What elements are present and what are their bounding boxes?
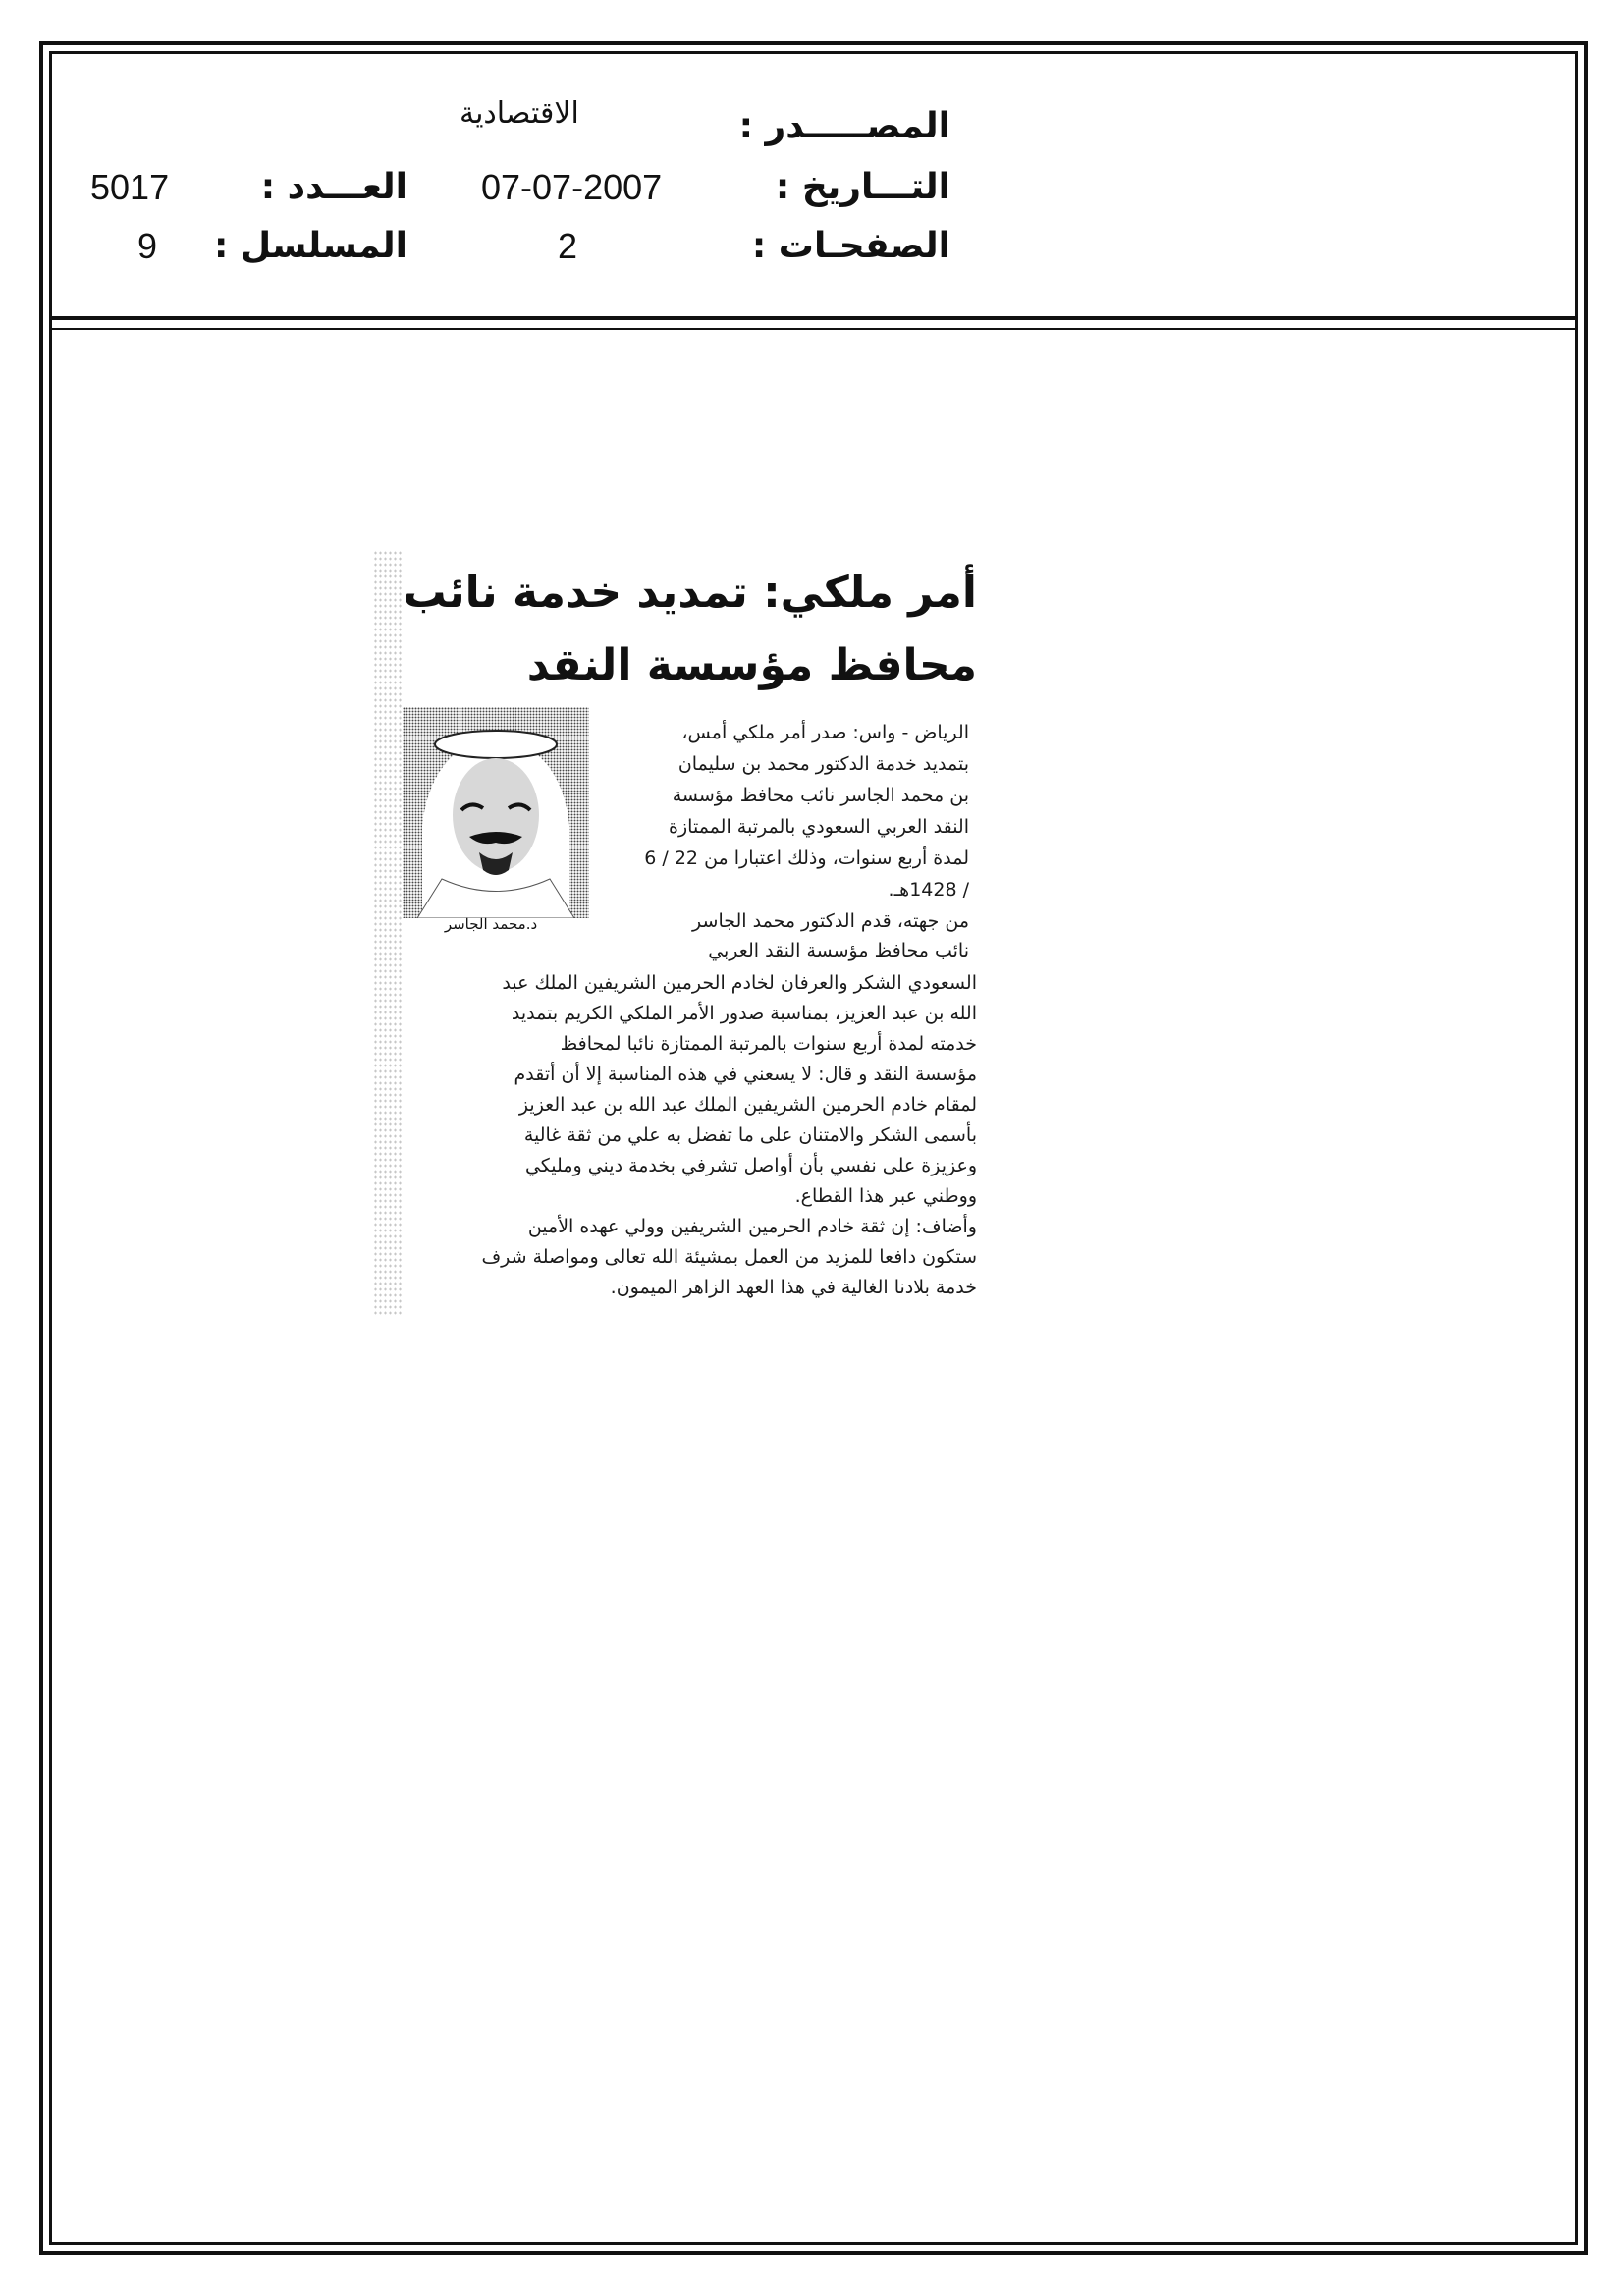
body-line: من جهته، قدم الدكتور محمد الجاسر bbox=[692, 910, 969, 932]
serial-value: 9 bbox=[137, 226, 158, 266]
article-headline-line2: محافظ مؤسسة النقد bbox=[526, 640, 977, 690]
body-line: / 1428هـ. bbox=[888, 879, 969, 901]
body-line: ستكون دافعا للمزيد من العمل بمشيئة الله تعالى ومواصلة شرف bbox=[481, 1246, 977, 1268]
body-line: ووطني عبر هذا القطاع. bbox=[794, 1185, 977, 1207]
body-line: خدمة بلادنا الغالية في هذا العهد الزاهر الميمون. bbox=[610, 1277, 977, 1298]
body-line: خدمته لمدة أربع سنوات بالمرتبة الممتازة نائبا لمحافظ bbox=[560, 1033, 977, 1055]
article-headline-line1: أمر ملكي: تمديد خدمة نائب bbox=[403, 568, 977, 618]
body-line: السعودي الشكر والعرفان لخادم الحرمين الشريفين الملك عبد bbox=[502, 972, 977, 994]
body-line: الرياض - واس: صدر أمر ملكي أمس، bbox=[681, 722, 969, 743]
newspaper-clipping bbox=[373, 550, 987, 1316]
source-label: المصـــــدر : bbox=[738, 106, 950, 146]
body-line: بن محمد الجاسر نائب محافظ مؤسسة bbox=[672, 785, 969, 806]
photo-caption: د.محمد الجاسر bbox=[444, 915, 538, 933]
body-line: بتمديد خدمة الدكتور محمد بن سليمان bbox=[677, 753, 969, 775]
body-line: لمدة أربع سنوات، وذلك اعتبارا من 22 / 6 bbox=[644, 847, 969, 869]
header-divider-thin bbox=[49, 328, 1578, 330]
body-line: لمقام خادم الحرمين الشريفين الملك عبد الله بن عبد العزيز bbox=[518, 1094, 977, 1116]
date-label: التـــاريخ : bbox=[775, 167, 950, 207]
date-value: 07-07-2007 bbox=[481, 167, 663, 207]
issue-value: 5017 bbox=[90, 167, 170, 207]
pages-value: 2 bbox=[558, 226, 578, 266]
issue-label: العـــدد : bbox=[260, 167, 407, 207]
body-line: وعزيزة على نفسي بأن أواصل تشرفي بخدمة ديني ومليكي bbox=[524, 1155, 977, 1176]
body-line: وأضاف: إن ثقة خادم الحرمين الشريفين وولي عهده الأمين bbox=[527, 1216, 977, 1237]
serial-label: المسلسل : bbox=[213, 226, 407, 266]
source-value: الاقتصادية bbox=[460, 96, 579, 131]
portrait-photo bbox=[403, 707, 589, 918]
body-line: مؤسسة النقد و قال: لا يسعني في هذه المناسبة إلا أن أتقدم bbox=[514, 1064, 977, 1085]
body-line: الله بن عبد العزيز، بمناسبة صدور الأمر الملكي الكريم بتمديد bbox=[511, 1003, 977, 1024]
body-line: بأسمى الشكر والامتنان على ما تفضل به علي من ثقة غالية bbox=[523, 1124, 977, 1146]
body-line: نائب محافظ مؤسسة النقد العربي bbox=[708, 940, 969, 961]
header-divider bbox=[49, 316, 1578, 320]
scan-noise bbox=[373, 550, 403, 1316]
body-line: النقد العربي السعودي بالمرتبة الممتازة bbox=[669, 816, 969, 838]
pages-label: الصفحـات : bbox=[751, 226, 950, 266]
